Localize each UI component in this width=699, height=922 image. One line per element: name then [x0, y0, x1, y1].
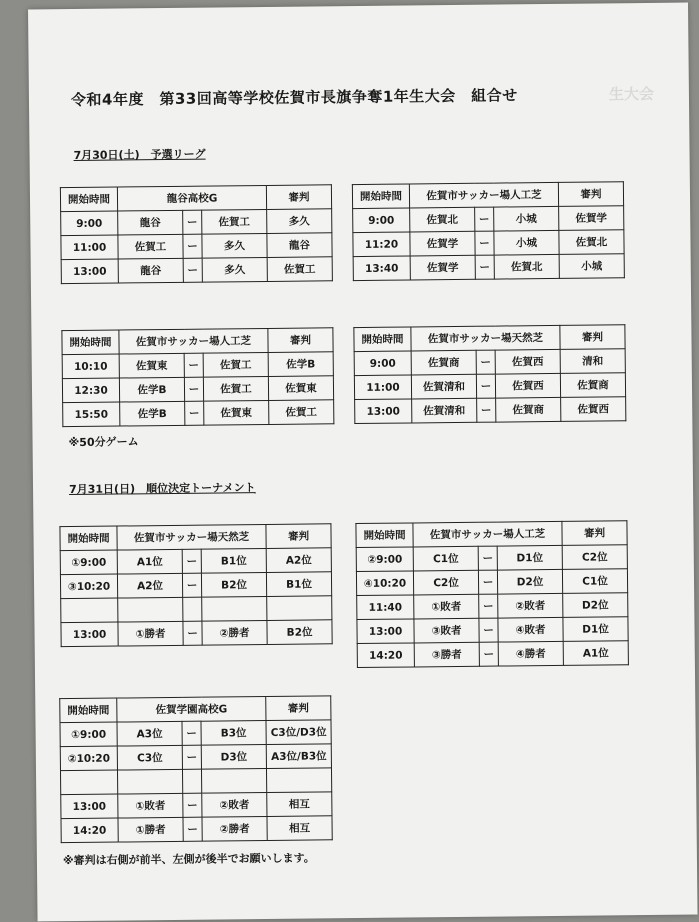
team-left: ③敗者 — [414, 618, 479, 643]
team-left: 佐賀清和 — [411, 374, 476, 399]
team-left: A3位 — [117, 721, 182, 746]
team-left: 龍谷 — [118, 210, 183, 235]
referee: 佐賀学 — [559, 206, 624, 231]
versus-mark: ー — [183, 817, 202, 841]
referee: A1位 — [563, 641, 628, 666]
match-time: ①9:00 — [60, 722, 117, 747]
team-right: D2位 — [497, 569, 562, 594]
table-row — [354, 349, 625, 376]
match-time — [60, 770, 117, 795]
match-time: 11:00 — [61, 235, 118, 260]
referee: 龍谷 — [267, 233, 332, 258]
versus-mark: ー — [183, 258, 202, 282]
match-time: 11:40 — [357, 595, 414, 620]
team-right: ②勝者 — [202, 620, 267, 645]
versus-mark: ー — [479, 618, 498, 642]
header-venue: 佐賀市サッカー場人工芝 — [413, 521, 562, 547]
versus-mark: ー — [183, 793, 202, 817]
team-left: A1位 — [117, 549, 182, 574]
schedule-table-artificial-turf-day2 — [355, 520, 629, 668]
day1-heading: 7月30日(土) 予選リーグ — [73, 147, 206, 162]
header-venue: 佐賀市サッカー場人工芝 — [409, 182, 558, 208]
team-left: 佐賀北 — [410, 207, 475, 232]
versus-mark — [182, 769, 201, 793]
match-time: 11:20 — [353, 232, 410, 257]
header-referee: 審判 — [562, 521, 627, 546]
referee: 佐賀工 — [267, 257, 332, 282]
referee: C3位/D3位 — [266, 720, 331, 745]
match-time: 9:00 — [353, 208, 410, 233]
versus-mark: ー — [479, 594, 498, 618]
bleed-through-text: 生大会 — [608, 84, 655, 104]
team-left: 佐学B — [119, 377, 184, 402]
team-left: C1位 — [413, 546, 478, 571]
team-right: 佐賀西 — [495, 349, 560, 374]
document-page — [28, 3, 698, 922]
schedule-table-natural-turf-day1 — [353, 324, 626, 424]
header-venue: 佐賀市サッカー場人工芝 — [119, 328, 268, 354]
table-header-row — [60, 696, 331, 723]
table-row — [60, 720, 331, 747]
header-time: 開始時間 — [354, 327, 411, 352]
team-right — [202, 596, 267, 621]
note-referee: ※審判は右側が前半、左側が後半でお願いします。 — [62, 851, 315, 868]
referee: 佐学B — [268, 352, 333, 377]
referee: 佐賀工 — [269, 400, 334, 425]
versus-mark: ー — [183, 234, 202, 258]
versus-mark: ー — [475, 231, 494, 255]
referee: 佐賀北 — [559, 230, 624, 255]
table-row — [62, 376, 333, 403]
table-header-row — [356, 521, 627, 548]
match-time: ①9:00 — [60, 550, 117, 575]
header-venue: 佐賀市サッカー場天然芝 — [411, 325, 560, 351]
team-left: 佐賀東 — [119, 353, 184, 378]
versus-mark: ー — [182, 573, 201, 597]
team-right: 佐賀工 — [203, 352, 268, 377]
table-header-row — [60, 524, 331, 551]
team-left: 龍谷 — [118, 258, 183, 283]
table-row — [61, 816, 332, 843]
team-right: ④勝者 — [498, 641, 563, 666]
match-time: 13:00 — [61, 259, 118, 284]
match-time: 14:20 — [357, 643, 414, 668]
header-referee: 審判 — [558, 182, 623, 207]
team-left: ①勝者 — [118, 621, 183, 646]
table-row — [61, 620, 332, 647]
schedule-table-natural-turf-day2 — [59, 523, 332, 647]
table-row — [61, 792, 332, 819]
versus-mark: ー — [476, 374, 495, 398]
team-left: 佐学B — [120, 401, 185, 426]
table-row — [356, 545, 627, 572]
versus-mark: ー — [475, 207, 494, 231]
table-row — [354, 373, 625, 400]
team-right: B1位 — [201, 548, 266, 573]
match-time: 9:00 — [61, 211, 118, 236]
match-time: 11:00 — [354, 375, 411, 400]
header-referee: 審判 — [560, 325, 625, 350]
referee: 佐賀東 — [268, 376, 333, 401]
match-time: ③10:20 — [60, 574, 117, 599]
referee: 相互 — [267, 816, 332, 841]
schedule-table-ryukoku — [60, 184, 333, 284]
team-left: C2位 — [413, 570, 478, 595]
versus-mark: ー — [183, 210, 202, 234]
team-left: ①敗者 — [118, 793, 183, 818]
team-left: C3位 — [117, 745, 182, 770]
header-referee: 審判 — [266, 696, 331, 721]
table-header-row — [354, 325, 625, 352]
match-time: 14:20 — [61, 818, 118, 843]
team-left — [118, 597, 183, 622]
referee — [266, 768, 331, 793]
team-right: 佐賀商 — [496, 397, 561, 422]
versus-mark: ー — [479, 642, 498, 666]
table-row — [61, 596, 332, 623]
table-row — [60, 744, 331, 771]
versus-mark — [183, 597, 202, 621]
versus-mark: ー — [478, 546, 497, 570]
team-left: 佐賀学 — [410, 231, 475, 256]
match-time: 13:40 — [353, 256, 410, 281]
team-left: ①敗者 — [414, 594, 479, 619]
referee: D1位 — [563, 617, 628, 642]
team-left: 佐賀清和 — [412, 398, 477, 423]
versus-mark: ー — [185, 401, 204, 425]
match-time: ②10:20 — [60, 746, 117, 771]
match-time — [61, 598, 118, 623]
team-right: ④敗者 — [498, 617, 563, 642]
schedule-table-artificial-turf-day1 — [352, 181, 625, 281]
table-header-row — [352, 182, 623, 209]
referee: A2位 — [266, 548, 331, 573]
versus-mark: ー — [184, 353, 203, 377]
table-header-row — [60, 185, 331, 212]
referee: 清和 — [560, 349, 625, 374]
table-row — [61, 233, 332, 260]
versus-mark: ー — [478, 570, 497, 594]
header-time: 開始時間 — [356, 523, 413, 548]
versus-mark: ー — [477, 398, 496, 422]
header-venue: 龍谷高校G — [117, 185, 266, 211]
referee: C2位 — [562, 545, 627, 570]
versus-mark: ー — [182, 549, 201, 573]
team-right: 佐賀工 — [202, 209, 267, 234]
match-time: 9:00 — [354, 351, 411, 376]
team-left: ③勝者 — [414, 642, 479, 667]
header-time: 開始時間 — [60, 526, 117, 551]
header-time: 開始時間 — [352, 184, 409, 209]
table-row — [353, 230, 624, 257]
match-time: 13:00 — [357, 619, 414, 644]
header-referee: 審判 — [266, 524, 331, 549]
header-time: 開始時間 — [60, 187, 117, 212]
table-row — [355, 397, 626, 424]
table-row — [60, 768, 331, 795]
team-right: ②敗者 — [498, 593, 563, 618]
table-row — [353, 254, 624, 281]
team-left: 佐賀工 — [118, 234, 183, 259]
match-time: 12:30 — [62, 378, 119, 403]
document-title: 令和4年度 第33回高等学校佐賀市長旗争奪1年生大会 組合せ — [70, 86, 518, 110]
referee: 小城 — [559, 254, 624, 279]
table-row — [62, 352, 333, 379]
team-right: ②勝者 — [202, 816, 267, 841]
team-right: D3位 — [201, 745, 266, 770]
match-time: 13:00 — [355, 399, 412, 424]
team-right: D1位 — [497, 545, 562, 570]
day2-heading: 7月31日(日) 順位決定トーナメント — [68, 481, 256, 497]
versus-mark: ー — [475, 255, 494, 279]
schedule-table-saga-gakuen — [59, 695, 333, 843]
team-left: A2位 — [117, 573, 182, 598]
team-right — [201, 769, 266, 794]
match-time: 15:50 — [63, 402, 120, 427]
team-right: B2位 — [201, 572, 266, 597]
team-right: 小城 — [494, 230, 559, 255]
referee: B1位 — [266, 572, 331, 597]
table-row — [60, 572, 331, 599]
table-row — [353, 206, 624, 233]
team-right: B3位 — [201, 721, 266, 746]
header-venue: 佐賀市サッカー場天然芝 — [117, 524, 266, 550]
referee: 多久 — [267, 209, 332, 234]
team-right: 佐賀北 — [494, 254, 559, 279]
schedule-table-artificial-turf-day1-b — [61, 327, 334, 427]
match-time: 13:00 — [61, 794, 118, 819]
versus-mark: ー — [182, 745, 201, 769]
team-right: 多久 — [202, 233, 267, 258]
versus-mark: ー — [182, 721, 201, 745]
team-left: 佐賀学 — [410, 255, 475, 280]
team-left: 佐賀商 — [411, 350, 476, 375]
match-time: 13:00 — [61, 622, 118, 647]
referee: 佐賀西 — [561, 397, 626, 422]
table-row — [357, 617, 628, 644]
versus-mark: ー — [184, 377, 203, 401]
header-referee: 審判 — [268, 328, 333, 353]
table-row — [357, 593, 628, 620]
referee: C1位 — [562, 569, 627, 594]
match-time: ②9:00 — [356, 547, 413, 572]
table-row — [63, 400, 334, 427]
match-time: ④10:20 — [356, 571, 413, 596]
note-game-length: ※50分ゲーム — [68, 435, 139, 450]
table-row — [61, 257, 332, 284]
team-right: 多久 — [202, 257, 267, 282]
header-referee: 審判 — [266, 185, 331, 210]
referee — [267, 596, 332, 621]
team-right: 佐賀東 — [204, 400, 269, 425]
versus-mark: ー — [476, 350, 495, 374]
team-right: ②敗者 — [202, 792, 267, 817]
referee: A3位/B3位 — [266, 744, 331, 769]
header-venue: 佐賀学園高校G — [117, 697, 266, 723]
referee: B2位 — [267, 620, 332, 645]
team-left: ①勝者 — [118, 817, 183, 842]
referee: D2位 — [563, 593, 628, 618]
referee: 佐賀商 — [560, 373, 625, 398]
referee: 相互 — [267, 792, 332, 817]
team-right: 佐賀西 — [495, 373, 560, 398]
table-row — [356, 569, 627, 596]
table-header-row — [62, 328, 333, 355]
table-row — [61, 209, 332, 236]
match-time: 10:10 — [62, 354, 119, 379]
team-left — [117, 769, 182, 794]
table-row — [357, 641, 628, 668]
table-row — [60, 548, 331, 575]
header-time: 開始時間 — [60, 698, 117, 723]
versus-mark: ー — [183, 621, 202, 645]
header-time: 開始時間 — [62, 330, 119, 355]
team-right: 小城 — [494, 206, 559, 231]
team-right: 佐賀工 — [203, 376, 268, 401]
